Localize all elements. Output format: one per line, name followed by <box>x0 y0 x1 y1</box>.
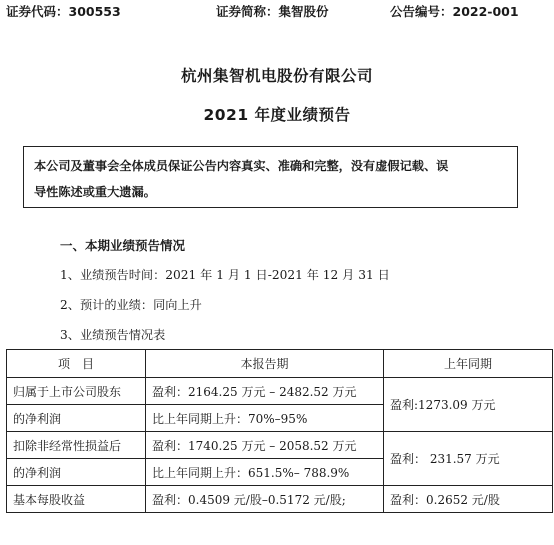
board-guarantee-notice <box>23 146 518 208</box>
row-item-label: 归属于上市公司股东 <box>7 378 146 405</box>
row-item-label: 的净利润 <box>7 405 146 432</box>
announcement-number: 公告编号：2022-001 <box>390 4 519 19</box>
row-item-label: 基本每股收益 <box>7 486 146 513</box>
current-value: 盈利：2164.25 万元 – 2482.52 万元 <box>146 378 384 405</box>
previous-value: 盈利:1273.09 万元 <box>384 378 553 432</box>
table-row <box>7 378 553 405</box>
forecast-period: 1、业绩预告时间：2021 年 1 月 1 日-2021 年 12 月 31 日 <box>60 268 390 282</box>
notice-line-1: 本公司及董事会全体成员保证公告内容真实、准确和完整，没有虚假记载、误 <box>34 159 449 173</box>
section-heading: 一、本期业绩预告情况 <box>60 238 186 253</box>
previous-value: 盈利： 231.57 万元 <box>384 432 553 486</box>
table-row <box>7 432 553 459</box>
current-value: 盈利：0.4509 元/股–0.5172 元/股; <box>146 486 384 513</box>
header-current-period: 本报告期 <box>146 350 384 378</box>
performance-forecast-table <box>6 349 553 513</box>
table-header-row <box>7 350 553 378</box>
announcement-header <box>0 2 554 20</box>
row-item-label: 的净利润 <box>7 459 146 486</box>
header-item: 项 目 <box>7 350 146 378</box>
notice-line-2: 导性陈述或重大遗漏。 <box>34 185 156 199</box>
stock-abbreviation: 证券简称：集智股份 <box>216 4 329 19</box>
forecast-trend: 2、预计的业绩：同向上升 <box>60 298 202 312</box>
company-title: 杭州集智机电股份有限公司 <box>180 67 373 85</box>
table-row <box>7 486 553 513</box>
forecast-table-caption: 3、业绩预告情况表 <box>60 328 166 342</box>
previous-value: 盈利：0.2652 元/股 <box>384 486 553 513</box>
document-title: 2021 年度业绩预告 <box>203 106 351 124</box>
row-item-label: 扣除非经常性损益后 <box>7 432 146 459</box>
current-change: 比上年同期上升：651.5%– 788.9% <box>146 459 384 486</box>
current-value: 盈利：1740.25 万元 – 2058.52 万元 <box>146 432 384 459</box>
stock-code: 证券代码：300553 <box>6 4 121 19</box>
current-change: 比上年同期上升：70%–95% <box>146 405 384 432</box>
header-previous-period: 上年同期 <box>384 350 553 378</box>
